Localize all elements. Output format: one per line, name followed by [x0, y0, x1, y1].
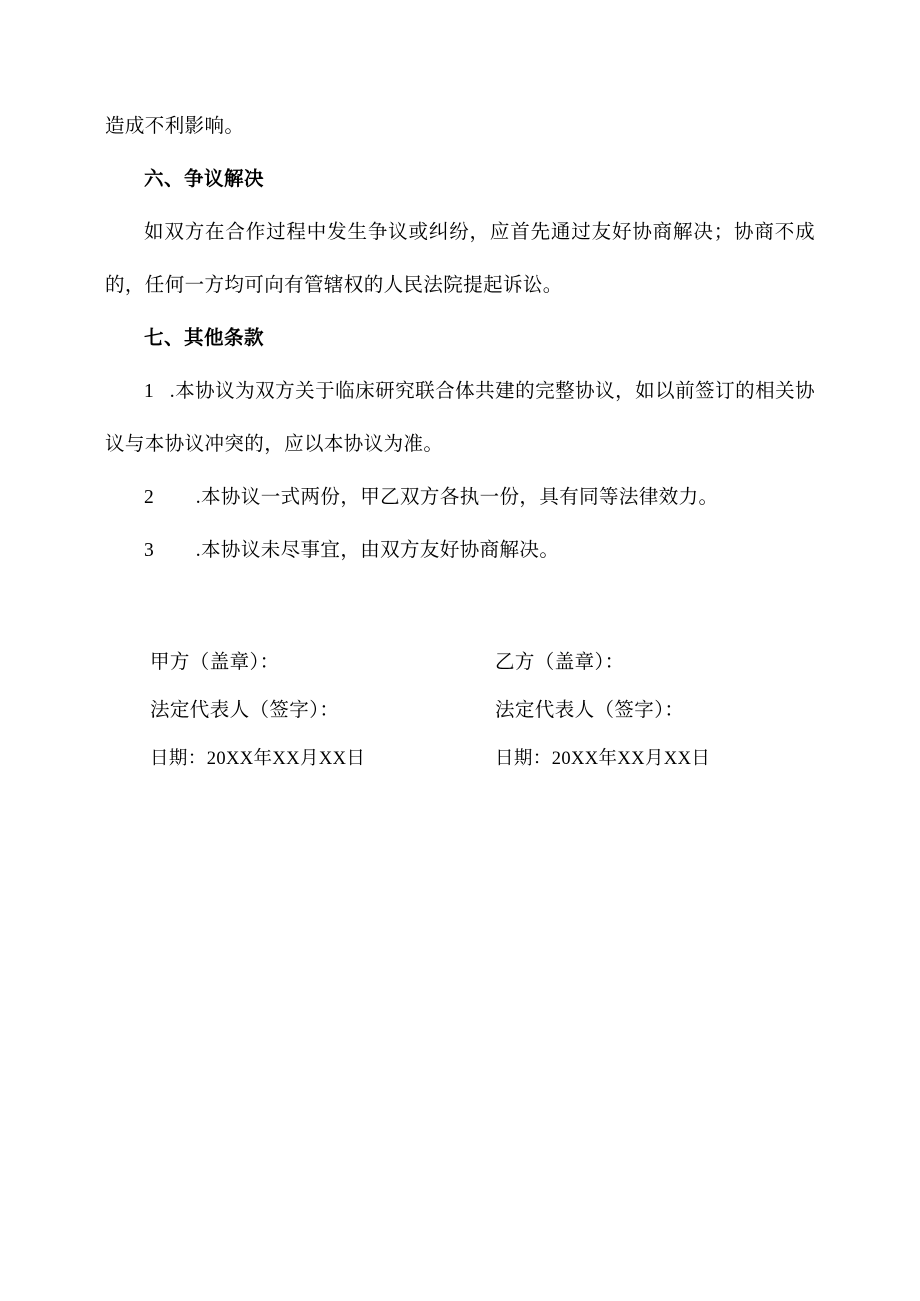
clause-item-1: [105, 365, 815, 471]
clause-text-1: 本协议为双方关于临床研究联合体共建的完整协议，如以前签订的相关协议与本协议冲突的，应以本协议为准。: [105, 381, 815, 455]
clause-text-2: 本协议一式两份，甲乙双方各执一份，具有同等法律效力。: [201, 487, 719, 508]
clause-text-3: 本协议未尽事宜，由双方友好协商解决。: [201, 540, 560, 561]
clause-number-2: 2: [144, 487, 154, 508]
party-b-date: 日期：20XX年XX月XX日: [495, 749, 711, 769]
clause-number-1: 1: [144, 381, 154, 402]
section-heading-6: 六、争议解决: [144, 169, 265, 190]
section-heading-7: 七、其他条款: [144, 328, 265, 349]
party-b-seal-label: 乙方（盖章）：: [495, 652, 625, 673]
clause-number-3: 3: [144, 540, 154, 561]
party-a-representative-label: 法定代表人（签字）：: [150, 700, 340, 721]
party-b-representative-label: 法定代表人（签字）：: [495, 700, 685, 721]
continuation-paragraph: 造成不利影响。: [105, 116, 245, 137]
party-a-date: 日期：20XX年XX月XX日: [150, 749, 366, 769]
clause-item-2: [105, 471, 815, 524]
party-a-seal-label: 甲方（盖章）：: [150, 652, 280, 673]
clause-dot-1: .: [169, 381, 176, 402]
clause-item-3: [105, 524, 815, 577]
section-6-paragraph-1: 如双方在合作过程中发生争议或纠纷，应首先通过友好协商解决；协商不成的，任何一方均可向有管辖权的人民法院提起诉讼。: [105, 222, 815, 296]
clause-dot-3: .: [195, 540, 202, 561]
signature-block: [105, 639, 815, 783]
signature-row-seal: [150, 639, 815, 687]
signature-row-date: [150, 735, 815, 783]
signature-row-representative: [150, 687, 815, 735]
clause-dot-2: .: [195, 487, 202, 508]
